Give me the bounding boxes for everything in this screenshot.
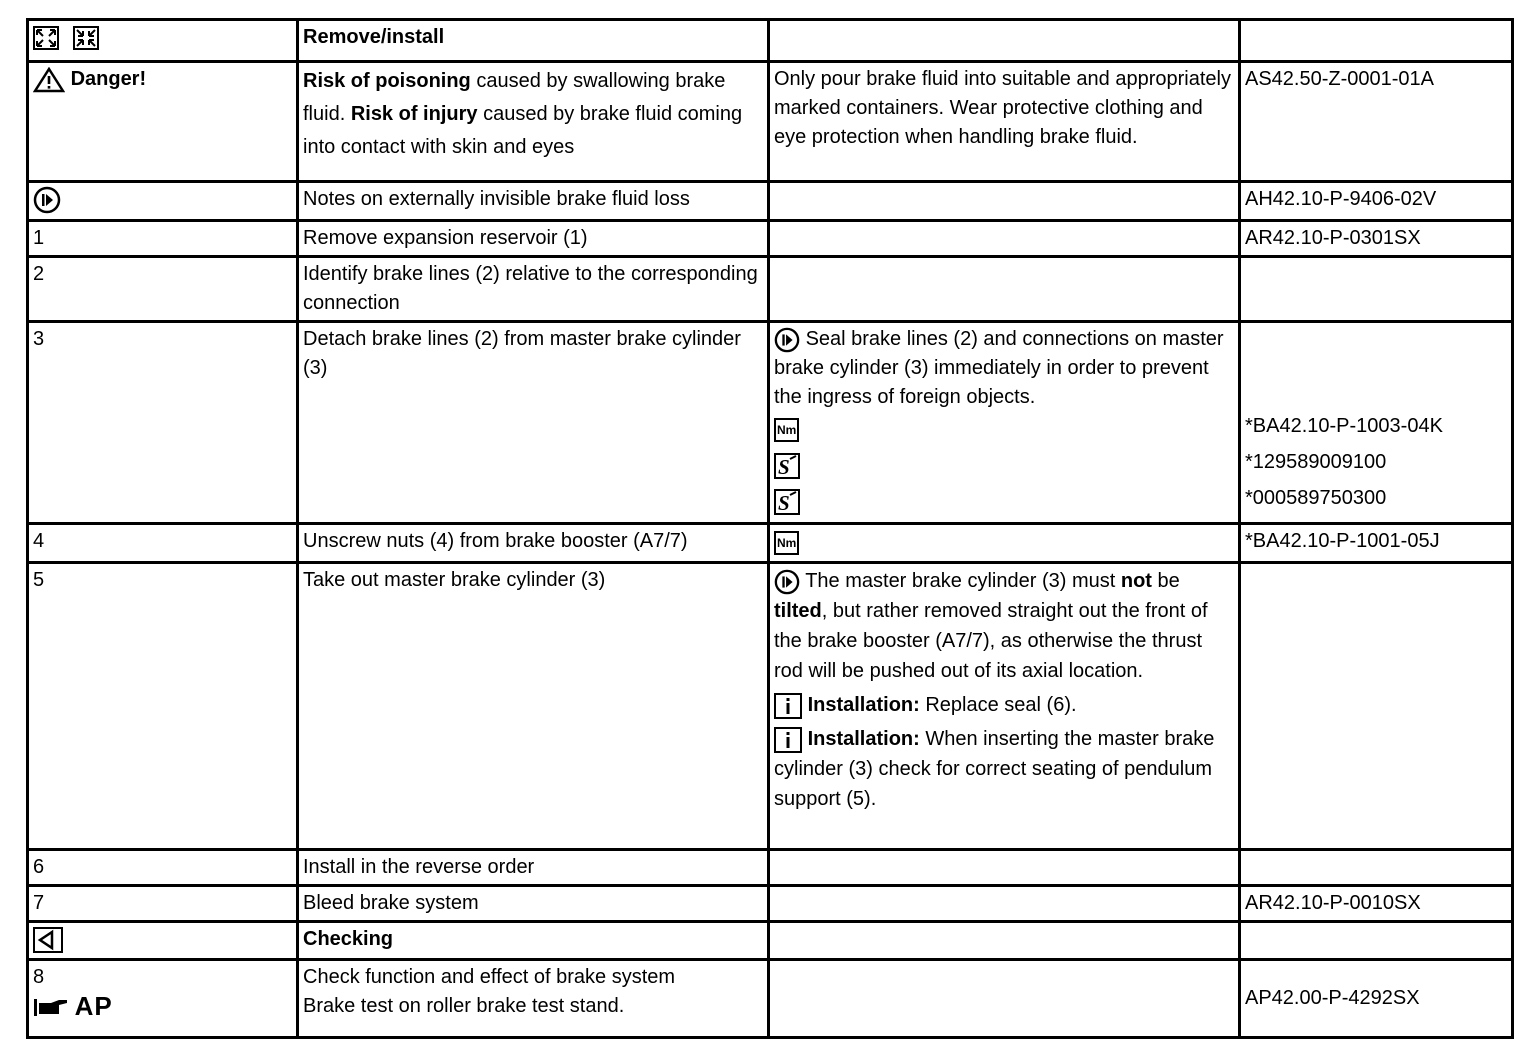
step-ref[interactable]: AR42.10-P-0010SX: [1240, 886, 1513, 922]
expand-icon[interactable]: [33, 26, 59, 50]
info-icon: [774, 727, 802, 753]
step-ref: [1240, 850, 1513, 886]
header-title: Remove/install: [298, 20, 769, 62]
risk-injury: Risk of injury: [350, 103, 478, 125]
step-text: Remove expansion reservoir (1): [298, 221, 769, 257]
step-number: 3: [28, 322, 298, 524]
danger-risk-cell: [298, 62, 769, 182]
step-row: [28, 257, 1513, 322]
step8-text-1: Check function and effect of brake system: [303, 966, 676, 988]
step-number: 4: [28, 524, 298, 563]
info-icon: [774, 693, 802, 719]
step-note-empty: [769, 257, 1240, 322]
step5-ref-empty: [1240, 563, 1513, 850]
step-number: 7: [28, 886, 298, 922]
danger-measure: Only pour brake fluid into suitable and appropriately marked containers. Wear protective clothing and eye protection when handling brake fluid.: [769, 62, 1240, 182]
step-row: [28, 563, 1513, 850]
special-tool-icon[interactable]: [774, 489, 800, 515]
checking-row: [28, 922, 1513, 960]
step8-text-cell: [298, 960, 769, 1038]
checking-empty-4: [1240, 922, 1513, 960]
step-text: Bleed brake system: [298, 886, 769, 922]
checking-arrow-icon: [33, 927, 63, 953]
step-number: 8: [33, 966, 45, 988]
step-note-empty: [769, 886, 1240, 922]
step-ref: [1240, 257, 1513, 322]
header-icons-cell: [28, 20, 298, 62]
note-arrow-icon: [774, 569, 800, 595]
step-number: 2: [28, 257, 298, 322]
tool-row-1: [774, 448, 1234, 484]
step-text: Identify brake lines (2) relative to the corresponding connection: [298, 257, 769, 322]
step-number: 6: [28, 850, 298, 886]
step-notes-cell: [769, 322, 1240, 524]
step-ref[interactable]: *BA42.10-P-1001-05J: [1240, 524, 1513, 563]
installation-note-2: Installation: When inserting the master brake cylinder (3) check for correct seating of pendulum support (5).: [774, 728, 1215, 810]
step-number: 1: [28, 221, 298, 257]
step3-ref-tool1[interactable]: *129589009100: [1245, 450, 1387, 473]
note-arrow-icon: [33, 186, 61, 214]
step-text: Unscrew nuts (4) from brake booster (A7/7): [298, 524, 769, 563]
step3-note: Seal brake lines (2) and connections on master brake cylinder (3) immediately in order to prevent the ingress of foreign objects.: [774, 328, 1224, 408]
risk-poisoning: Risk of poisoning: [303, 70, 471, 92]
svg-text:S: S: [778, 491, 790, 515]
step-ref[interactable]: AR42.10-P-0301SX: [1240, 221, 1513, 257]
tool-row-2: [774, 484, 1234, 520]
danger-label: Danger!: [70, 68, 147, 90]
step3-refs-cell: [1240, 322, 1513, 524]
step-text: Install in the reverse order: [298, 850, 769, 886]
header-row: [28, 20, 1513, 62]
danger-label-cell: [28, 62, 298, 182]
note-row: [28, 182, 1513, 221]
step3-ref-tool2[interactable]: *000589750300: [1245, 486, 1387, 509]
danger-row: [28, 62, 1513, 182]
step3-ref-torque[interactable]: *BA42.10-P-1003-04K: [1245, 414, 1443, 437]
note-text: Notes on externally invisible brake fluid loss: [298, 182, 769, 221]
checking-icon-cell: [28, 922, 298, 960]
installation-note-1: Installation: Replace seal (6).: [774, 690, 1234, 720]
svg-text:S: S: [778, 455, 790, 479]
note-arrow-icon: [774, 327, 800, 353]
step-number: 5: [28, 563, 298, 850]
danger-ref[interactable]: AS42.50-Z-0001-01A: [1240, 62, 1513, 182]
checking-empty-3: [769, 922, 1240, 960]
step-row: [28, 886, 1513, 922]
step5-notes-cell: [769, 563, 1240, 850]
torque-row: [774, 412, 1234, 448]
collapse-icon[interactable]: [73, 26, 99, 50]
procedure-table: [26, 18, 1514, 1039]
special-tool-icon[interactable]: [774, 453, 800, 479]
step-text: Take out master brake cylinder (3): [298, 563, 769, 850]
header-empty-3: [769, 20, 1240, 62]
note-icon-cell: [28, 182, 298, 221]
step-row: [28, 960, 1513, 1038]
step8-text-2: Brake test on roller brake test stand.: [303, 995, 625, 1017]
step5-note: The master brake cylinder (3) must not be tilted, but rather removed straight out the front of the brake booster (A7/7), as otherwise the thrust rod will be pushed out of its axial location.: [774, 570, 1208, 682]
step8-note-empty: [769, 960, 1240, 1038]
step-note-empty: [769, 850, 1240, 886]
risk-injury-text: caused by brake fluid coming into contact with skin and eyes: [303, 103, 743, 158]
ap-marker: AP: [33, 992, 292, 1021]
note-ref[interactable]: AH42.10-P-9406-02V: [1240, 182, 1513, 221]
step-row: [28, 524, 1513, 563]
step-row: [28, 221, 1513, 257]
step-row: [28, 322, 1513, 524]
note-empty: [769, 182, 1240, 221]
step-row: [28, 850, 1513, 886]
torque-icon[interactable]: Nm: [774, 418, 799, 442]
step-text: Detach brake lines (2) from master brake cylinder (3): [298, 322, 769, 524]
step8-ref[interactable]: AP42.00-P-4292SX: [1240, 960, 1513, 1038]
risk-poisoning-text: caused by swallowing brake fluid.: [303, 70, 726, 125]
step-notes-cell: [769, 524, 1240, 563]
torque-icon[interactable]: Nm: [774, 531, 799, 555]
warning-triangle-icon: [33, 67, 65, 93]
header-empty-4: [1240, 20, 1513, 62]
step-note-empty: [769, 221, 1240, 257]
checking-label: Checking: [298, 922, 769, 960]
step8-cell: [28, 960, 298, 1038]
pointing-hand-icon: [33, 996, 69, 1018]
